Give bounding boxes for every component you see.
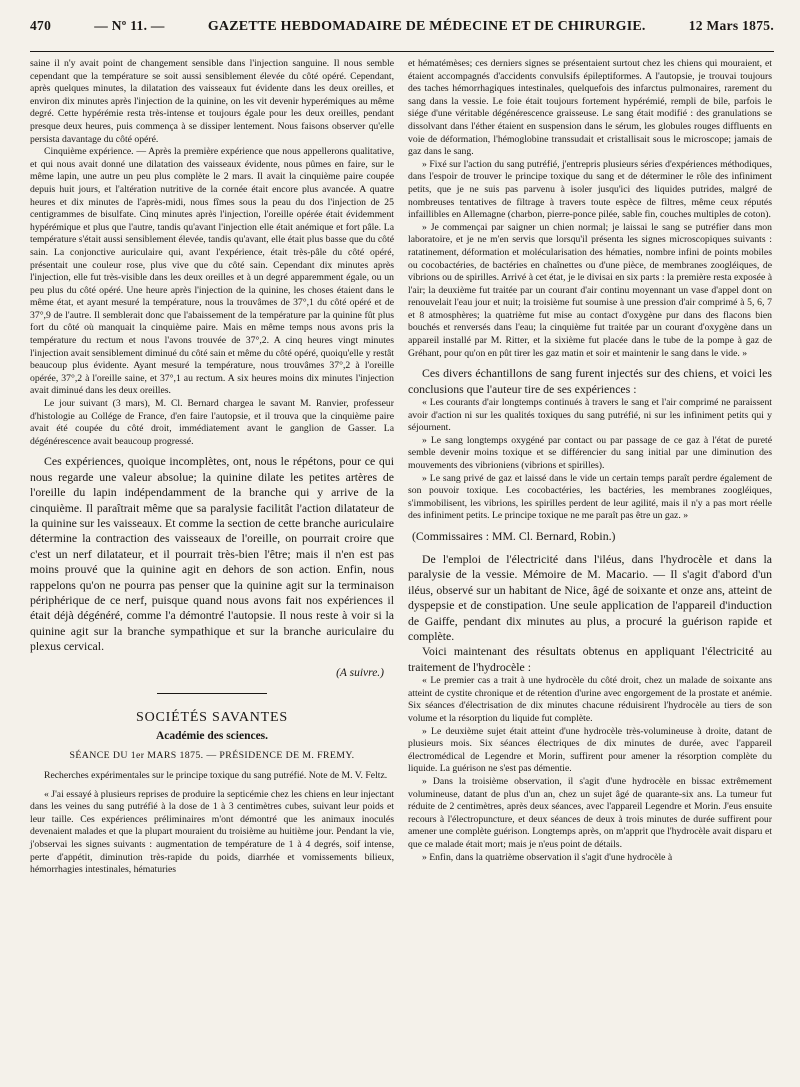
paragraph: De l'emploi de l'électricité dans l'iléus, dans l'hydrocèle et dans la paralysie de la vessie. Mémoire de M. Macario. — Il s'agit d'abord d'un iléus, observé sur un habitant de Nice, âgé de soixante et onze ans, atteint de dyspepsie et de constipation. Une seule application de l'appareil d'induction de Gaiffe, pendant dix minutes au plus, a procuré la guérison rapide et complète. [408, 552, 772, 644]
to-be-continued: (A suivre.) [336, 666, 384, 679]
paragraph: » Je commençai par saigner un chien normal; je laissai le sang se putréfier dans mon laboratoire, et je ne m'en servis que lorsqu'il présenta les signes microscopiques suivants : ratatinement, déformation et molécularisation des hématies, nombre infini de points mobiles ou cocobactéries, de bactéries en chaînettes ou d'une pièce, de membranes zoogléiques, de vibrions ou de spirilles. Arrivé à cet état, je le divisai en six parts : la première resta exposée à l'air; la deuxième fut traitée par un courant d'air continu moyennant un vase d'appel dont on renouvelait l'eau jour et nuit; la troisième fut soumise à une pression d'air comprimé à 5, 6, 7 et 8 atmosphères; la quatrième fut mise au contact d'oxygène pur dans des flacons bien bouchés et renversés dans l'eau; la cinquième fut traitée par un courant d'oxygène dans un appareil installé par M. Ritter, et la sixième fut placée dans le tube de la pompe à gaz de Gréhant, pour qu'on en pût tirer les gaz matin et soir et maintenir le sang dans le vide. » [408, 221, 772, 359]
paragraph: « Les courants d'air longtemps continués à travers le sang et l'air comprimé ne paraissent avoir d'action ni sur les qualités toxiques du sang putréfié, ni sur les infiniment petits qui y séjournent. [408, 397, 772, 434]
session-line: SÉANCE DU 1er MARS 1875. — PRÉSIDENCE DE M. FREMY. [69, 750, 355, 762]
page-header [30, 18, 774, 52]
journal-title: GAZETTE HEBDOMADAIRE DE MÉDECINE ET DE CHIRURGIE. [207, 19, 646, 34]
section-title: SOCIÉTÉS SAVANTES [136, 710, 288, 726]
paragraph: Le jour suivant (3 mars), M. Cl. Bernard chargea le savant M. Ranvier, professeur d'histologie au Collége de France, d'en faire l'autopsie, et il trouva que la cinquième paire avait été coupée du côté droit, immédiatement avant le ganglion de Gasser. La dégénérescence avait beaucoup progressé. [30, 398, 394, 447]
paragraph: » Fixé sur l'action du sang putréfié, j'entrepris plusieurs séries d'expériences méthodiques, dans l'espoir de trouver le principe toxique du sang et de déterminer le rôle des infiniment petits, que je ne suis pas parvenu à isoler jusqu'ici des liquides putrides, malgré de nombreuses tentatives de filtrage à travers toute espèce de filtres, même ceux réputés infaillibles en Allemagne (charbon, pierre-ponce pilée, sable fin, couches multiples de coton). [408, 158, 772, 221]
paragraph: saine il n'y avait point de changement sensible dans l'injection sanguine. Il nous semble cependant que la température se soit aussi sensiblement élevée du côté opéré. Cependant, après quelques minutes, la dilatation des vaisseaux fut évidente dans les deux oreilles, et environ dix minutes après l'injection de la quinine, on les vit devenir hyperémiques au même degré. Cette hypérémie resta très-intense et toujours égale pour les deux oreilles, pendant presque deux heures, puis commença à se dissiper lentement. Nous faisons observer qu'elle persista davantage du côté opéré. [30, 58, 394, 145]
paragraph: » Le sang longtemps oxygéné par contact ou par passage de ce gaz à l'état de pureté semble devenir moins toxique et se différencier du sang initial par une diminution des mouvements des vibrioniens (vibrions et spirilles). [408, 434, 772, 472]
section-divider [157, 693, 267, 694]
left-column [30, 58, 394, 877]
paragraph: Voici maintenant des résultats obtenus en appliquant l'électricité au traitement de l'hydrocèle : [408, 644, 772, 674]
section-subtitle: Académie des sciences. [155, 730, 269, 743]
paragraph: » Enfin, dans la quatrième observation il s'agit d'une hydrocèle à [422, 851, 673, 863]
paragraph: » Le deuxième sujet était atteint d'une hydrocèle très-volumineuse à droite, datant de plusieurs mois. Six séances électriques de dix minutes de durée, avec l'appareil électromédical de Legendre et Morin, suffirent pour amener la résorption complète du liquide. La guérison ne s'est pas démentie. [408, 725, 772, 775]
paragraph: « Le premier cas a trait à une hydrocèle du côté droit, chez un malade de soixante ans atteint de cystite chronique et de rétention d'urine avec engorgement de la prostate et anémie. Six séances d'électrisation de dix minutes chacune réduisirent l'hydrocèle au tiers de son volume et la résorption du liquide fut complète. [408, 675, 772, 725]
right-column [408, 58, 772, 877]
paragraph: Ces expériences, quoique incomplètes, ont, nous le répétons, pour ce qui nous regarde une valeur absolue; la quinine dilate les petites artères de l'oreille du lapin indépendamment de la branche qui y arrive de la cinquième. Il paraîtrait même que sa paralysie facilitât l'action dilatateur de la quinine sur les vaisseaux. Et comme la section de cette branche auriculaire détermine la contraction des vaisseaux de l'oreille, on pourrait croire que c'est un nerf dilatateur, et il pourrait très-bien l'être; mais il n'en est pas moins prouvé que la quinine agit en dehors de son action. Enfin, nous rappelons qu'on ne pourra pas penser que la quinine agit sur la terminaison périphérique de ce nerf, puisque quand nous avons fait nos expériences il était déjà dégénéré, comme l'a démontré l'autopsie. Il nous reste à voir si la quinine agit sur la branche sympathique et sur la branche auriculaire du plexus cervical. [30, 454, 394, 654]
paragraph: « J'ai essayé à plusieurs reprises de produire la septicémie chez les chiens en leur injectant dans les veines du sang putréfié à la dose de 1 à 3 centimètres cubes, suivant leur poids et leur taille. Ces expériences préliminaires m'ont démontré que les animaux inoculés devenaient malades et que la plupart mouraient du troisième au huitième jour. Pendant la vie, j'observai les signes suivants : augmentation de température de 1 à 4 degrés, soif intense, perte d'appétit, diminution très-rapide du poids, diarrhée et vomissements bilieux, hémorrhagies intestinales, hématuries [30, 788, 394, 876]
paragraph: Ces divers échantillons de sang furent injectés sur des chiens, et voici les conclusions que l'auteur tire de ses expériences : [408, 366, 772, 396]
paragraph: Cinquième expérience. — Après la première expérience que nous appellerons qualitative, et qui nous avait donné une dilatation des vaisseaux évidente, nous pûmes en faire, sur le même lapin, une autre un peu plus complète le 2 mars. Il avait la cinquième paire coupée depuis huit jours, et l'altération nutritive de la cornée était encore plus avancée. A quatre heures et dix minutes de l'après-midi, nous fîmes sous la peau du dos l'injection de 25 centigrammes de bisulfate. Cinq minutes après l'injection, l'oreille opérée était évidemment hypérémique et plus que l'autre, tandis qu'avant l'injection elle était anémique et fort pâle. La température s'était aussi sensiblement élevée, tandis qu'avant, elle était plus basse que du côté sain. La conjonctive auriculaire qui, avant l'expérience, était très-pâle du côté opéré, présentait une couleur rose, plus vive que du côté sain. Cependant dix minutes après l'injection, elle fut très-visible dans les deux oreilles et à un degré apparemment égale, ou un peu plus du côté opéré. Une heure après l'injection de la quinine, les choses étaient dans le même état, et ayant mesuré la température, nous la trouvâmes de 37°,1 du côté opéré et de 37°,9 de l'autre. Il semblerait donc que l'abaissement de la température par la quinine fût plus fort du côté où manquait la cinquième paire. Mais en même temps nous avons pris la température du rectum et nous l'avons trouvée de 37°,2. A cinq heures vingt minutes l'injection avait sensiblement diminué du côté sain et même du côté opéré, quoiqu'elle y restât beaucoup plus évidente. Ayant mesuré la température, nous trouvâmes 37°,2 à l'oreille opérée, 37°,2 à l'oreille saine, et 37°,1 au rectum. A six heures moins dix minutes l'injection avait diminué dans les deux oreilles. [30, 146, 394, 397]
paragraph: » Le sang privé de gaz et laissé dans le vide un certain temps paraît perdre également de son pouvoir toxique. Les cocobactéries, les bactéries, les membranes zoogléiques, s'immobilisent, les vibrions, les spirilles perdent de leur agilité, mais il n'y a pas mort réelle des infiniment petits. Le principe toxique ne me paraît pas être un gaz. » [408, 472, 772, 522]
commissioners: (Commissaires : MM. Cl. Bernard, Robin.) [412, 529, 616, 543]
paragraph: et hématémèses; ces derniers signes se présentaient surtout chez les chiens qui mouraient, et étaient accompagnés d'accidents convulsifs épileptiformes. A l'autopsie, je trouvai toujours des taches hémorrhagiques intestinales, quelquefois des infarctus pulmonaires, rarement du sang dans la vessie. Le foie était toujours fortement hypérémié, rempli de bile, parfois le siége d'une véritable dégénérescence graisseuse. Le sang était modifié : des granulations se dissolvant dans l'éther étaient en suspension dans le sérum, les globules rouges diffluents en voie de déformation, l'hémoglobine transsudait et cristallisait sous le microscope; jamais de gaz dans le sang. [408, 58, 772, 158]
issue-number: — Nº 11. — [94, 18, 165, 33]
paragraph: » Dans la troisième observation, il s'agit d'une hydrocèle en bissac extrêmement volumineuse, datant de plus d'un an, chez un sujet âgé de quarante-six ans. La tumeur fut réduite de 2 centimètres, après deux séances, avec l'appareil Legendre et Morin. J'eus ensuite recours à l'électropuncture, et deux séances de deux à trois minutes de durée suffirent pour amener une complète guérison. Longtemps après, on m'apprit que l'hydrocèle avait disparu et que ce malade était mort; mais je n'eus point de détails. [408, 776, 772, 850]
page-number: 470 [30, 18, 52, 33]
issue-date: 12 Mars 1875. [688, 18, 774, 33]
article-title: Recherches expérimentales sur le principe toxique du sang putréfié. Note de M. V. Feltz. [44, 770, 388, 782]
